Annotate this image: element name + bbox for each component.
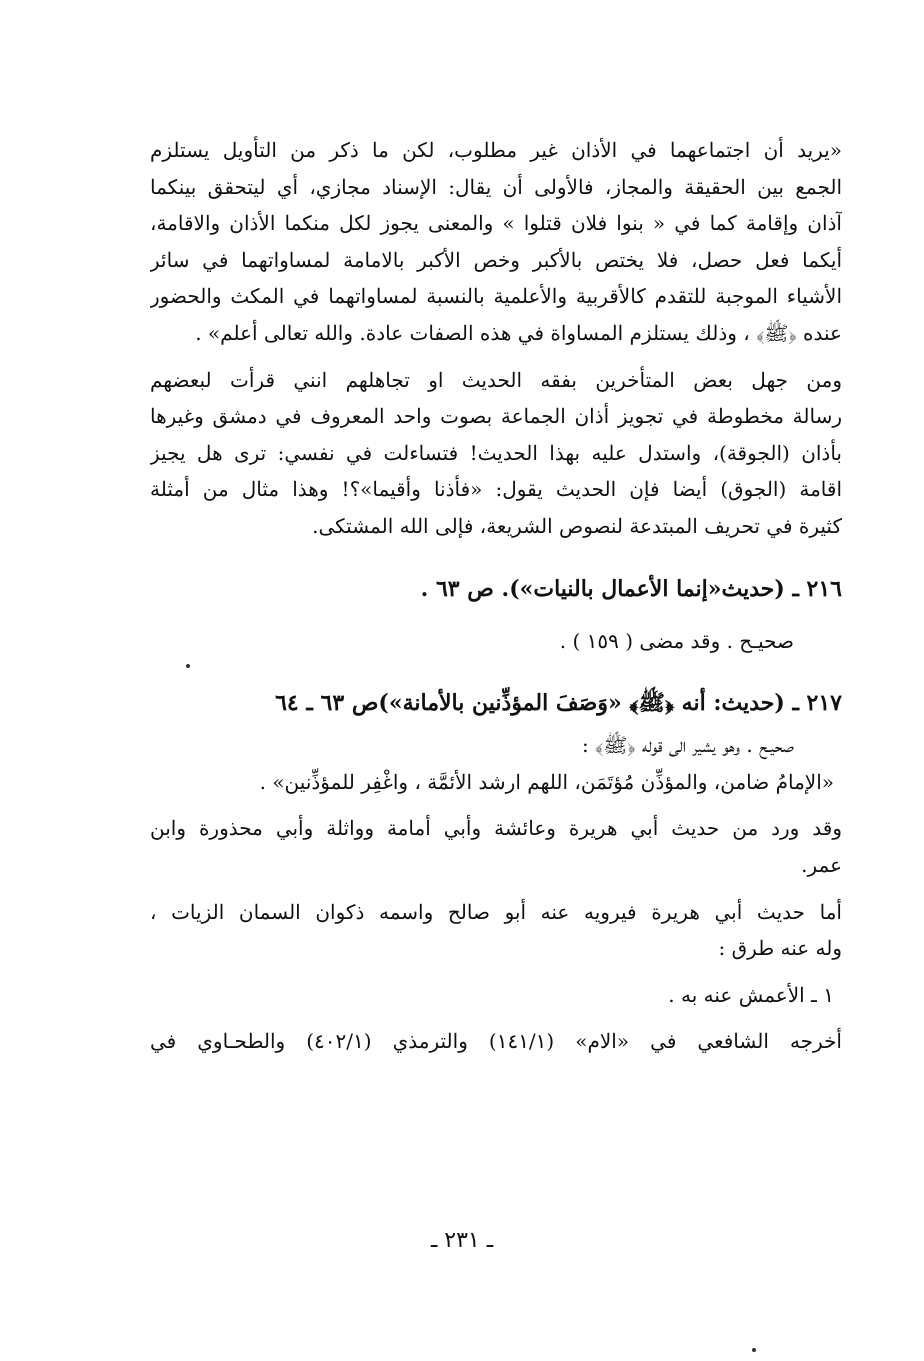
hadith-217-verdict: صحيـح . وهو يشير الى قوله ﴿ﷺ﴾ : — [581, 733, 794, 758]
text-line: اقامة (الجوق) أيضا فإن الحديث يقول: «فأذنا وأقيما»؟! وهذا مثال من أمثلة — [150, 477, 842, 502]
text-line: كثيرة في تحريف المبتدعة لنصوص الشريعة، فإلى الله المشتكى. — [312, 513, 842, 538]
text-line: أما حديث أبي هريرة فيرويه عنه أبو صالح واسمه ذكوان السمان الزيات ، — [150, 899, 842, 924]
text-line: وقد ورد من حديث أبي هريرة وعائشة وأبي أمامة وواثلة وأبي محذورة وابن — [150, 816, 842, 841]
hadith-216-verdict: صحيـح . وقد مضى ( ١٥٩ ) . — [559, 628, 794, 653]
text-line: أخرجه الشافعي في «الام» (١٤١/١) والترمذي (٤٠٢/١) والطحـاوي في — [150, 1029, 842, 1054]
paragraph-3 — [150, 810, 842, 883]
paragraph-5 — [150, 1023, 842, 1060]
text-line: عمر. — [801, 852, 842, 877]
text-line: ومن جهل بعض المتأخرين بفقه الحديث او تجاهلهم انني قرأت لبعضهم — [150, 367, 842, 392]
text-line: رسالة مخطوطة في تجويز أذان الجماعة بصوت واحد المعروف في دمشق وغيرها — [150, 404, 842, 429]
speck-mark — [186, 664, 190, 668]
speck-mark — [752, 1348, 756, 1352]
text-line: عنده ﴿ﷺ﴾ ، وذلك يستلزم المساواة في هذه الصفات عادة. والله تعالى أعلم» . — [195, 320, 842, 345]
text-line: أيكما فعل حصل، فلا يختص بالأكبر وخص الأكبر بالامامة لمساواتهما في سائر — [150, 247, 842, 272]
paragraph-4 — [150, 894, 842, 967]
page-body — [150, 132, 842, 1070]
text-line: الأشياء الموجبة للتقدم كالأقربية والأعلمية بالنسبة لمساواتهما في المكث والحضور — [150, 284, 842, 309]
paragraph-1 — [150, 132, 842, 352]
hadith-217-heading: ٢١٧ ـ (حديث: أنه ﴿ﷺ﴾ «وَصَفَ المؤذِّنين بالأمانة»)ص ٦٣ ـ ٦٤ — [275, 690, 842, 717]
text-line: وله عنه طرق : — [718, 936, 842, 961]
page-number: ـ ٢٣١ ـ — [430, 1228, 494, 1253]
text-line: «يريد أن اجتماعهما في الأذان غير مطلوب، لكن ما ذكر من التأويل يستلزم — [150, 138, 842, 162]
list-item-1: ١ ـ الأعمش عنه به . — [668, 982, 834, 1007]
paragraph-2 — [150, 362, 842, 545]
text-line: بأذان (الجوقة)، واستدل عليه بهذا الحديث! فتساءلت في نفسي: ترى هل يجيز — [150, 440, 842, 465]
hadith-216-heading: ٢١٦ ـ (حديث«إنما الأعمال بالنيات»). ص ٦٣ . — [420, 575, 842, 602]
text-line: آذان وإقامة كما في « بنوا فلان قتلوا » والمعنى يجوز لكل منكما الأذان والاقامة، — [150, 211, 842, 236]
text-line: الجمع بين الحقيقة والمجاز، فالأولى أن يقال: الإسناد مجازي، أي ليتحقق بينكما — [150, 174, 842, 199]
hadith-217-quote: «الإمامُ ضامن، والمؤذِّن مُؤتَمَن، اللهم ارشد الأئمَّة ، واغْفِر للمؤذِّنين» . — [259, 769, 834, 794]
